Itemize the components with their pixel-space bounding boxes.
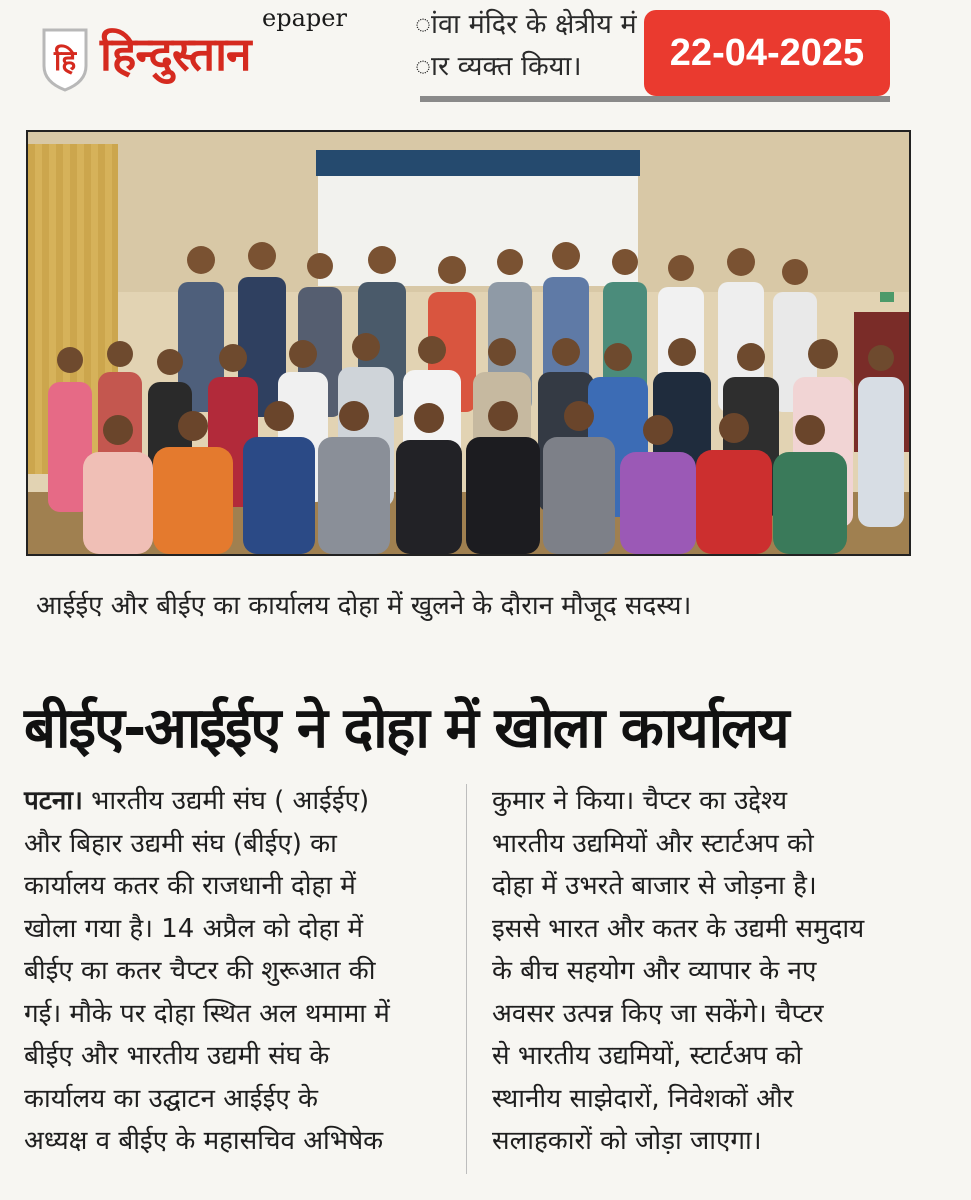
logo-glyph: हि <box>53 44 77 77</box>
adjacent-article-text: ांवा मंदिर के क्षेत्रीय मं <box>415 9 637 40</box>
article-body-right-column <box>492 780 922 1163</box>
body-line: अध्यक्ष व बीईए के महासचिव अभिषेक <box>24 1126 384 1156</box>
group-photo-image <box>28 132 909 554</box>
body-line: कुमार ने किया। चैप्टर का उद्देश्य <box>492 786 788 816</box>
body-line: कार्यालय का उद्घाटन आईईए के <box>24 1083 318 1114</box>
body-line: बीईए का कतर चैप्टर की शुरूआत की <box>24 956 376 986</box>
body-line: कार्यालय कतर की राजधानी दोहा में <box>24 871 356 901</box>
body-line: भारतीय उद्यमियों और स्टार्टअप को <box>492 828 814 859</box>
epaper-label: epaper <box>262 4 347 32</box>
article-body-left-column <box>24 780 454 1163</box>
article-headline: बीईए-आईईए ने दोहा में खोला कार्यालय <box>24 695 788 761</box>
body-line: दोहा में उभरते बाजार से जोड़ना है। <box>492 871 817 901</box>
masthead <box>0 0 971 112</box>
group-photo <box>26 130 911 556</box>
body-line: सलाहकारों को जोड़ा जाएगा। <box>492 1126 762 1156</box>
body-line: स्थानीय साझेदारों, निवेशकों और <box>492 1083 794 1114</box>
photo-caption: आईईए और बीईए का कार्यालय दोहा में खुलने के दौरान मौजूद सदस्य। <box>36 591 692 621</box>
body-line: अवसर उत्पन्न किए जा सकेंगे। चैप्टर <box>492 998 824 1029</box>
body-line: बीईए और भारतीय उद्यमी संघ के <box>24 1041 330 1071</box>
hindustan-logo-icon <box>40 26 90 92</box>
masthead-divider <box>420 96 890 102</box>
paper-name: हिन्दुस्तान <box>100 27 251 81</box>
body-line: पटना। भारतीय उद्यमी संघ ( आईईए) <box>24 786 370 816</box>
dateline: पटना। <box>24 786 83 816</box>
adjacent-article-text: ार व्यक्त किया। <box>415 51 582 82</box>
body-line: गई। मौके पर दोहा स्थित अल थमामा में <box>24 998 390 1029</box>
date-badge: 22-04-2025 <box>644 10 890 96</box>
body-line: के बीच सहयोग और व्यापार के नए <box>492 956 817 986</box>
column-divider <box>466 784 467 1174</box>
body-line: इससे भारत और कतर के उद्यमी समुदाय <box>492 913 865 944</box>
body-line: से भारतीय उद्यमियों, स्टार्टअप को <box>492 1041 803 1071</box>
body-line: खोला गया है। 14 अप्रैल को दोहा में <box>24 913 364 944</box>
body-line: और बिहार उद्यमी संघ (बीईए) का <box>24 828 337 859</box>
